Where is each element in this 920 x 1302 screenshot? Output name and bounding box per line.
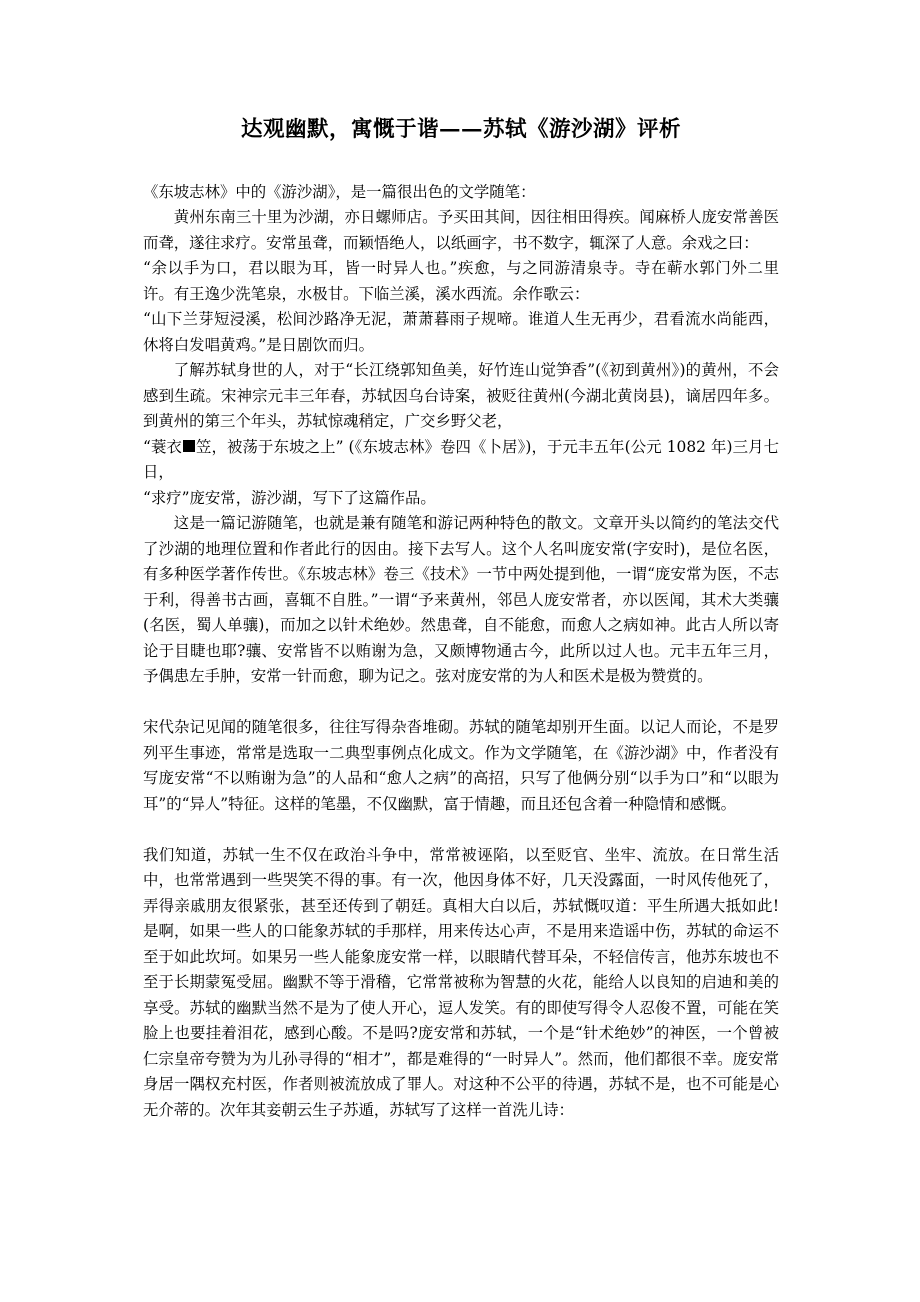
paragraph-citation-suoyi xyxy=(143,435,779,486)
paragraph-background: 了解苏轼身世的人，对于“长江绕郭知鱼美，好竹连山觉笋香”(《初到黄州》)的黄州，不会感到生疏。宋神宗元丰三年春，苏轼因乌台诗案，被贬往黄州(今湖北黄岗县)，谪居四年多。到黄州的第三个年头，苏轼惊魂稍定，广交乡野父老， xyxy=(143,361,779,431)
paragraph-intro: 《东坡志林》中的《游沙湖》，是一篇很出色的文学随笔： xyxy=(143,182,536,201)
citation-text-before: “蓑衣 xyxy=(143,437,183,456)
paragraph-quote-2: “余以手为口，君以眼为耳，皆一时异人也。”疾愈，与之同游清泉寺。寺在蕲水郭门外二里许。有王逸少洗笔泉，水极甘。下临兰溪，溪水西流。余作歌云： xyxy=(143,259,779,303)
paragraph-analysis: 这是一篇记游随笔，也就是兼有随笔和游记两种特色的散文。文章开头以简约的笔法交代了沙湖的地理位置和作者此行的因由。接下去写人。这个人名叫庞安常(字安时)，是位名医，有多种医学著作传世。《东坡志林》卷三《技术》一节中两处提到他，一谓“庞安常为医，不志于利，得善书古画，喜辄不自胜。”一谓“予来黄州，邻邑人庞安常者，亦以医闻，其术大类骧(名医，蜀人单骧)，而加之以针术绝妙。然患聋，自不能愈，而愈人之病如神。此古人所以寄论于目睫也耶?骧、安常皆不以贿谢为急，又颇博物通古今，此所以过人也。元丰五年三月，予偶患左手肿，安常一针而愈，聊为记之。弦对庞安常的为人和医术是极为赞赏的。 xyxy=(143,514,779,686)
citation-text-after: 笠，被荡于东坡之上” (《东坡志林》卷四《卜居》)，于元丰五年(公元 1082 年)三月七日， xyxy=(143,437,779,482)
document-body xyxy=(143,180,779,1124)
paragraph-song-essays: 宋代杂记见闻的随笔很多，往往写得杂沓堆砌。苏轼的随笔却别开生面。以记人而论，不是罗列平生事迹，常常是选取一二典型事例点化成文。作为文学随笔，在《游沙湖》中，作者没有写庞安常“不以贿谢为急”的人品和“愈人之病”的高招，只写了他俩分别“以手为口”和“以眼为耳”的“异人”特征。这样的笔墨，不仅幽默，富于情趣，而且还包含着一种隐情和感慨。 xyxy=(143,718,779,813)
page-title: 达观幽默，寓慨于谐——苏轼《游沙湖》评析 xyxy=(240,117,681,142)
paragraph-quote-1: 黄州东南三十里为沙湖，亦日螺师店。予买田其间，因往相田得疾。闻麻桥人庞安常善医而聋，遂往求疗。安常虽聋，而颖悟绝人，以纸画字，书不数字，辄深了人意。余戏之曰： xyxy=(143,208,779,252)
paragraph-qiuliao: “求疗”庞安常，游沙湖，写下了这篇作品。 xyxy=(143,488,436,507)
document-content xyxy=(143,0,779,1123)
paragraph-quote-poem: “山下兰芽短浸溪，松间沙路净无泥，萧萧暮雨子规啼。谁道人生无再少，君看流水尚能西，休将白发唱黄鸡。”是日剧饮而归。 xyxy=(143,310,779,354)
missing-glyph-box xyxy=(183,440,196,453)
paragraph-humor-discussion: 我们知道，苏轼一生不仅在政治斗争中，常常被诬陷，以至贬官、坐牢、流放。在日常生活中，也常常遇到一些哭笑不得的事。有一次，他因身体不好，几天没露面，一时风传他死了，弄得亲戚朋友很紧张，甚至还传到了朝廷。真相大白以后，苏轼慨叹道：平生所遇大抵如此!是啊，如果一些人的口能象苏轼的手那样，用来传达心声，不是用来造谣中伤，苏轼的命运不至于如此坎坷。如果另一些人能象庞安常一样，以眼睛代替耳朵，不轻信传言，他苏东坡也不至于长期蒙冤受屈。幽默不等于滑稽，它常常被称为智慧的火花，能给人以良知的启迪和美的享受。苏轼的幽默当然不是为了使人开心，逗人发笑。有的即使写得令人忍俊不置，可能在笑脸上也要挂着泪花，感到心酸。不是吗?庞安常和苏轼，一个是“针术绝妙”的神医，一个曾被仁宗皇帝夸赞为为儿孙寻得的“相才”，都是难得的“一时异人”。然而，他们都很不幸。庞安常身居一隅权充村医，作者则被流放成了罪人。对这种不公平的待遇，苏轼不是，也不可能是心无介蒂的。次年其妾朝云生子苏遁，苏轼写了这样一首洗儿诗： xyxy=(143,845,779,1119)
